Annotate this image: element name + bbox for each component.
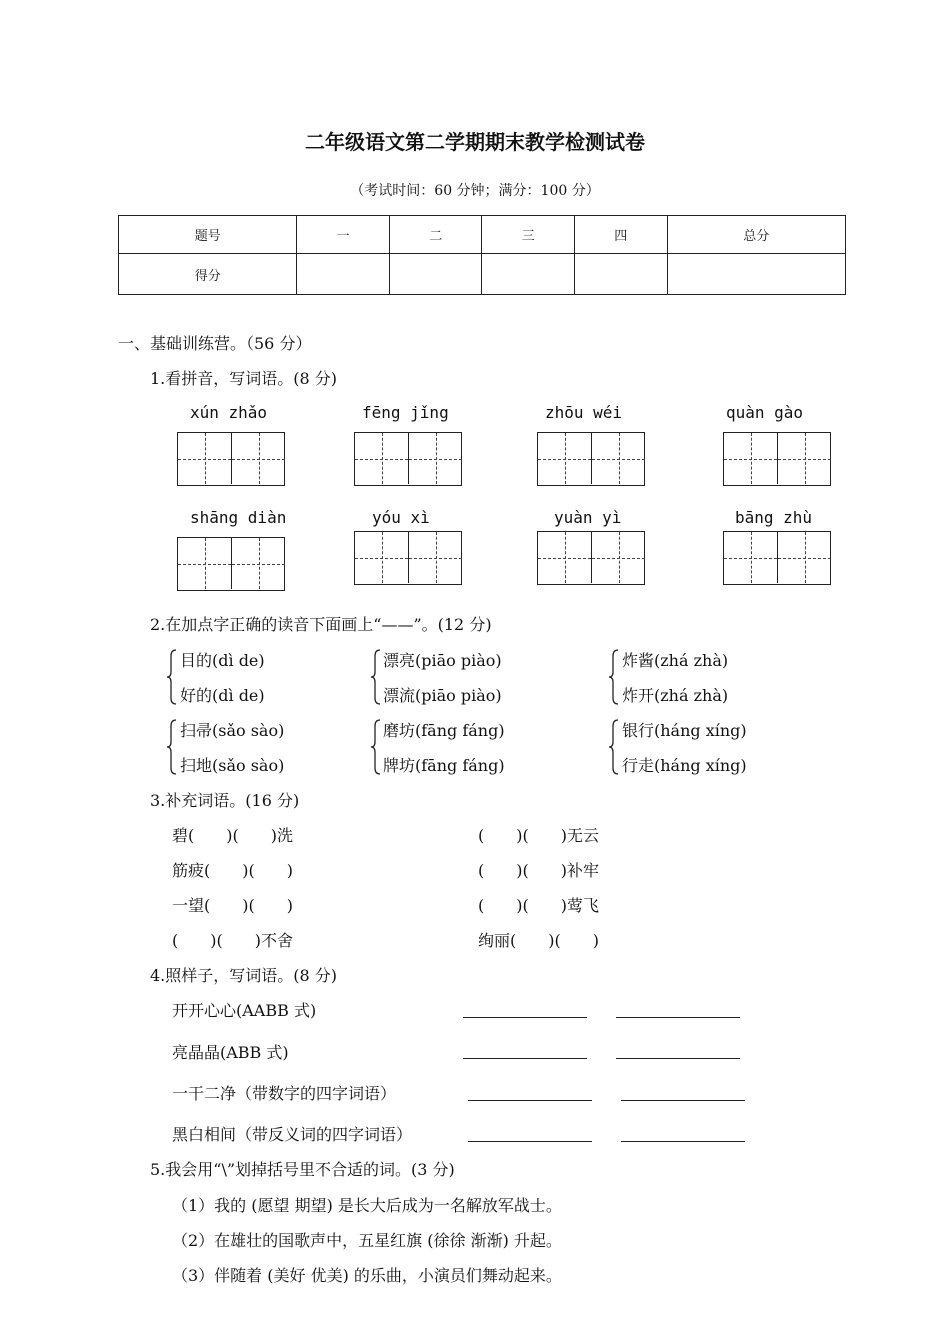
reading-option[interactable]: 好的(dì de) <box>180 686 265 705</box>
brace-icon <box>608 648 620 706</box>
exam-info: （考试时间：60 分钟；满分：100 分） <box>350 183 600 199</box>
reading-option[interactable]: 行走(háng xíng) <box>622 756 747 775</box>
reading-option[interactable]: 炸酱(zhá zhà) <box>622 651 729 670</box>
score-cell[interactable] <box>389 254 482 295</box>
question-5-title: 5.我会用“\”划掉括号里不合适的词。(3 分) <box>150 1160 455 1179</box>
pinyin-label: shāng diàn <box>190 508 287 527</box>
score-table <box>118 215 846 295</box>
fill-in-item[interactable]: ( )( )莺飞 <box>478 896 599 915</box>
pattern-example: 一干二净（带数字的四字词语） <box>172 1084 397 1103</box>
section-heading: 一、基础训练营。（56 分） <box>118 334 312 353</box>
brace-icon <box>608 718 620 776</box>
brace-icon <box>166 648 178 706</box>
pattern-example: 亮晶晶(ABB 式) <box>172 1043 289 1062</box>
writing-grid[interactable] <box>537 432 645 486</box>
page-title: 二年级语文第二学期期末教学检测试卷 <box>305 130 645 154</box>
reading-option[interactable]: 扫帚(sǎo sào) <box>180 721 285 740</box>
answer-line[interactable] <box>468 1140 592 1142</box>
writing-grid[interactable] <box>537 531 645 585</box>
answer-line[interactable] <box>468 1099 592 1101</box>
score-header-cell: 总分 <box>667 216 845 254</box>
answer-line[interactable] <box>621 1140 745 1142</box>
reading-option[interactable]: 扫地(sǎo sào) <box>180 756 285 775</box>
score-header-cell: 三 <box>482 216 575 254</box>
answer-line[interactable] <box>616 1057 740 1059</box>
score-cell[interactable] <box>667 254 845 295</box>
score-table-score-row <box>119 254 846 295</box>
reading-option[interactable]: 漂亮(piāo piào) <box>383 651 502 670</box>
pattern-example: 开开心心(AABB 式) <box>172 1001 317 1020</box>
question-1-title: 1.看拼音，写词语。(8 分) <box>150 369 338 388</box>
writing-grid[interactable] <box>177 432 285 486</box>
score-table-header-row <box>119 216 846 254</box>
answer-line[interactable] <box>463 1016 587 1018</box>
reading-option[interactable]: 漂流(piāo piào) <box>383 686 502 705</box>
writing-grid[interactable] <box>354 432 462 486</box>
pinyin-label: yóu xì <box>372 508 430 527</box>
fill-in-item[interactable]: 绚丽( )( ) <box>478 931 599 950</box>
writing-grid[interactable] <box>354 531 462 585</box>
answer-line[interactable] <box>616 1016 740 1018</box>
answer-line[interactable] <box>621 1099 745 1101</box>
fill-in-item[interactable]: 一望( )( ) <box>172 896 293 915</box>
answer-line[interactable] <box>463 1057 587 1059</box>
reading-option[interactable]: 银行(háng xíng) <box>622 721 747 740</box>
score-cell[interactable] <box>297 254 390 295</box>
score-header-cell: 题号 <box>119 216 297 254</box>
reading-option[interactable]: 目的(dì de) <box>180 651 265 670</box>
fill-in-item[interactable]: 碧( )( )洗 <box>172 826 293 845</box>
pinyin-label: yuàn yì <box>554 508 622 527</box>
sentence-item[interactable]: （3）伴随着 (美好 优美) 的乐曲，小演员们舞动起来。 <box>172 1266 562 1285</box>
brace-icon <box>370 648 382 706</box>
reading-option[interactable]: 磨坊(fāng fáng) <box>383 721 505 740</box>
score-cell[interactable] <box>575 254 668 295</box>
pattern-example: 黑白相间（带反义词的四字词语） <box>172 1125 413 1144</box>
pinyin-label: zhōu wéi <box>545 403 623 422</box>
writing-grid[interactable] <box>723 531 831 585</box>
score-header-cell: 二 <box>389 216 482 254</box>
writing-grid[interactable] <box>723 432 831 486</box>
fill-in-item[interactable]: 筋疲( )( ) <box>172 861 293 880</box>
score-cell[interactable] <box>482 254 575 295</box>
reading-option[interactable]: 牌坊(fāng fáng) <box>383 756 505 775</box>
score-header-cell: 一 <box>297 216 390 254</box>
sentence-item[interactable]: （2）在雄壮的国歌声中，五星红旗 (徐徐 渐渐) 升起。 <box>172 1231 562 1250</box>
question-4-title: 4.照样子，写词语。(8 分) <box>150 966 338 985</box>
pinyin-label: quàn gào <box>726 403 804 422</box>
fill-in-item[interactable]: ( )( )不舍 <box>172 931 293 950</box>
writing-grid[interactable] <box>177 537 285 591</box>
pinyin-label: fēng jǐng <box>362 403 449 422</box>
pinyin-label: xún zhǎo <box>190 403 268 422</box>
score-header-cell: 四 <box>575 216 668 254</box>
score-row-label: 得分 <box>119 254 297 295</box>
question-3-title: 3.补充词语。(16 分) <box>150 791 300 810</box>
pinyin-label: bāng zhù <box>735 508 813 527</box>
reading-option[interactable]: 炸开(zhá zhà) <box>622 686 729 705</box>
brace-icon <box>370 718 382 776</box>
brace-icon <box>166 718 178 776</box>
fill-in-item[interactable]: ( )( )补牢 <box>478 861 599 880</box>
question-2-title: 2.在加点字正确的读音下面画上“——”。(12 分) <box>150 615 492 634</box>
sentence-item[interactable]: （1）我的 (愿望 期望) 是长大后成为一名解放军战士。 <box>172 1196 562 1215</box>
fill-in-item[interactable]: ( )( )无云 <box>478 826 599 845</box>
